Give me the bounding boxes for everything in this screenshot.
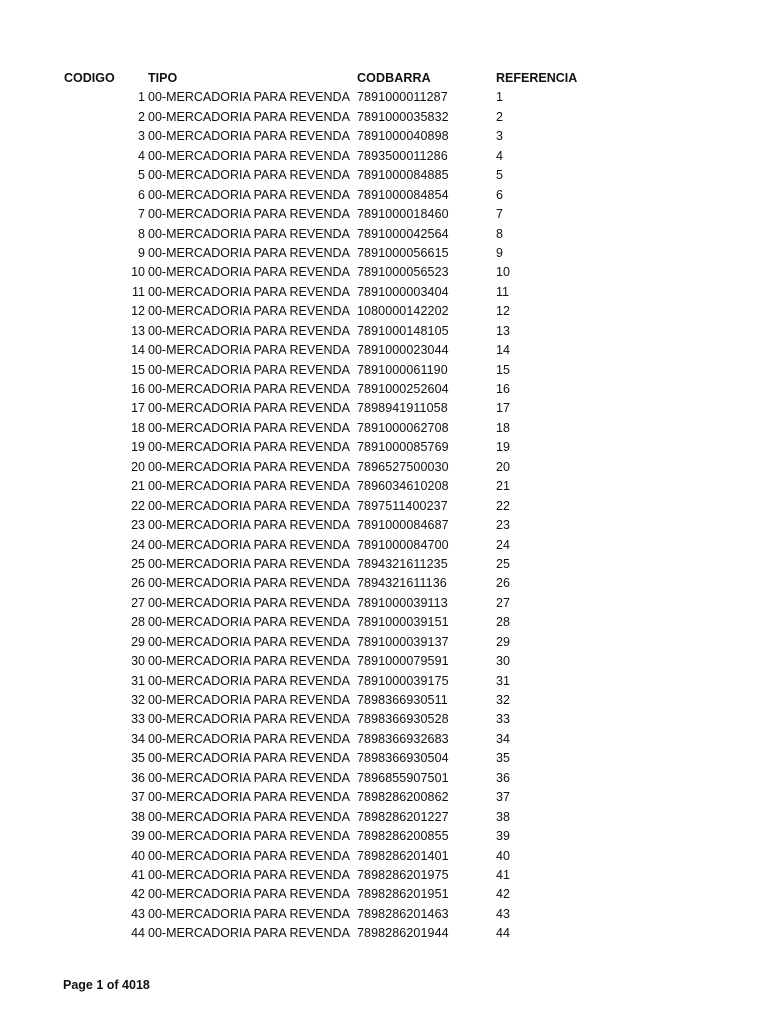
- cell-codbarra: 7891000061190: [357, 362, 448, 377]
- cell-codigo: 18: [131, 420, 145, 435]
- cell-referencia: 2: [496, 109, 503, 124]
- cell-tipo: 00-MERCADORIA PARA REVENDA: [148, 790, 350, 805]
- table-row: [64, 536, 684, 555]
- cell-referencia: 15: [496, 362, 510, 377]
- cell-referencia: 28: [496, 615, 510, 630]
- cell-tipo: 00-MERCADORIA PARA REVENDA: [148, 459, 350, 474]
- cell-codbarra: 7898366930504: [357, 751, 449, 766]
- table-row: [64, 263, 684, 282]
- cell-referencia: 31: [496, 673, 510, 688]
- table-row: [64, 808, 684, 827]
- cell-tipo: 00-MERCADORIA PARA REVENDA: [148, 109, 350, 124]
- cell-tipo: 00-MERCADORIA PARA REVENDA: [148, 693, 350, 707]
- table-row: [64, 380, 684, 399]
- cell-referencia: 22: [496, 498, 510, 513]
- cell-codbarra: 7891000003404: [357, 284, 449, 299]
- table-row: [64, 341, 684, 360]
- table-row: [64, 749, 684, 768]
- cell-referencia: 32: [496, 693, 510, 707]
- cell-referencia: 36: [496, 770, 510, 785]
- cell-codigo: 27: [131, 595, 145, 610]
- table-row: [64, 186, 684, 205]
- cell-codigo: 12: [131, 304, 145, 319]
- cell-tipo: 00-MERCADORIA PARA REVENDA: [148, 440, 350, 455]
- cell-codigo: 11: [132, 284, 145, 299]
- cell-codigo: 28: [131, 615, 145, 630]
- cell-tipo: 00-MERCADORIA PARA REVENDA: [148, 829, 350, 844]
- cell-tipo: 00-MERCADORIA PARA REVENDA: [148, 537, 350, 552]
- cell-referencia: 11: [496, 284, 509, 299]
- cell-tipo: 00-MERCADORIA PARA REVENDA: [148, 906, 350, 921]
- header-tipo: TIPO: [148, 71, 178, 85]
- cell-referencia: 7: [496, 207, 503, 222]
- cell-referencia: 39: [496, 829, 510, 844]
- table-row: [64, 302, 684, 321]
- cell-codbarra: 1080000142202: [357, 304, 449, 319]
- table-row: [64, 458, 684, 477]
- cell-referencia: 20: [496, 459, 510, 474]
- cell-codbarra: 7893500011286: [357, 148, 448, 163]
- table-row: [64, 497, 684, 516]
- table-row: [64, 730, 684, 749]
- table-row: [64, 924, 684, 943]
- product-table: [64, 69, 684, 944]
- cell-referencia: 13: [496, 323, 510, 338]
- table-row: [64, 361, 684, 380]
- cell-tipo: 00-MERCADORIA PARA REVENDA: [148, 615, 350, 630]
- cell-codigo: 41: [131, 867, 145, 882]
- table-row: [64, 613, 684, 632]
- cell-tipo: 00-MERCADORIA PARA REVENDA: [148, 187, 350, 202]
- cell-tipo: 00-MERCADORIA PARA REVENDA: [148, 362, 350, 377]
- cell-referencia: 3: [496, 129, 503, 144]
- cell-referencia: 37: [496, 790, 510, 805]
- cell-codbarra: 7891000011287: [357, 90, 448, 105]
- cell-codigo: 7: [138, 207, 145, 222]
- table-row: [64, 477, 684, 496]
- table-row: [64, 633, 684, 652]
- cell-tipo: 00-MERCADORIA PARA REVENDA: [148, 90, 350, 105]
- table-row: [64, 438, 684, 457]
- cell-referencia: 9: [496, 245, 503, 260]
- cell-tipo: 00-MERCADORIA PARA REVENDA: [148, 343, 350, 358]
- cell-codigo: 15: [131, 362, 145, 377]
- cell-codigo: 23: [131, 518, 145, 533]
- table-row: [64, 108, 684, 127]
- cell-codigo: 22: [131, 498, 145, 513]
- cell-codbarra: 7898286200862: [357, 790, 449, 805]
- cell-tipo: 00-MERCADORIA PARA REVENDA: [148, 634, 350, 649]
- table-row: [64, 827, 684, 846]
- cell-codigo: 39: [131, 829, 145, 844]
- cell-codbarra: 7898286201463: [357, 906, 449, 921]
- cell-referencia: 8: [496, 226, 503, 241]
- cell-codbarra: 7894321611136: [357, 576, 447, 591]
- cell-codigo: 13: [131, 323, 145, 338]
- cell-codigo: 8: [138, 226, 145, 241]
- table-row: [64, 769, 684, 788]
- cell-referencia: 24: [496, 537, 510, 552]
- cell-codigo: 2: [138, 109, 145, 124]
- cell-codigo: 21: [131, 479, 145, 494]
- cell-codbarra: 7896527500030: [357, 459, 449, 474]
- page-number: Page 1 of 4018: [63, 978, 150, 992]
- cell-tipo: 00-MERCADORIA PARA REVENDA: [148, 595, 350, 610]
- cell-tipo: 00-MERCADORIA PARA REVENDA: [148, 245, 350, 260]
- cell-referencia: 40: [496, 848, 510, 863]
- cell-referencia: 34: [496, 731, 510, 746]
- header-codigo: CODIGO: [64, 71, 115, 85]
- cell-tipo: 00-MERCADORIA PARA REVENDA: [148, 848, 350, 863]
- cell-codbarra: 7898941911058: [357, 401, 448, 416]
- cell-codbarra: 7891000023044: [357, 343, 449, 358]
- cell-codbarra: 7891000056615: [357, 245, 449, 260]
- cell-codigo: 10: [131, 265, 145, 280]
- cell-codigo: 24: [131, 537, 145, 552]
- cell-tipo: 00-MERCADORIA PARA REVENDA: [148, 731, 350, 746]
- cell-codbarra: 7891000039151: [357, 615, 449, 630]
- cell-codbarra: 7891000084854: [357, 187, 449, 202]
- cell-referencia: 25: [496, 556, 510, 571]
- cell-referencia: 12: [496, 304, 510, 319]
- cell-codbarra: 7898366932683: [357, 731, 449, 746]
- table-row: [64, 788, 684, 807]
- cell-codbarra: 7891000039175: [357, 673, 449, 688]
- cell-tipo: 00-MERCADORIA PARA REVENDA: [148, 168, 350, 183]
- cell-codigo: 6: [138, 187, 145, 202]
- cell-codigo: 42: [131, 887, 145, 902]
- cell-codigo: 1: [138, 90, 145, 105]
- table-row: [64, 399, 684, 418]
- cell-referencia: 10: [496, 265, 510, 280]
- cell-referencia: 38: [496, 809, 510, 824]
- cell-codbarra: 7891000079591: [357, 654, 449, 669]
- cell-referencia: 30: [496, 654, 510, 669]
- cell-codbarra: 7891000042564: [357, 226, 449, 241]
- cell-codbarra: 7891000085769: [357, 440, 449, 455]
- cell-codbarra: 7897511400237: [357, 498, 448, 513]
- table-row: [64, 574, 684, 593]
- cell-codbarra: 7894321611235: [357, 556, 448, 571]
- cell-codbarra: 7898286201975: [357, 867, 449, 882]
- cell-referencia: 27: [496, 595, 510, 610]
- cell-codigo: 31: [131, 673, 145, 688]
- cell-codigo: 43: [131, 906, 145, 921]
- cell-tipo: 00-MERCADORIA PARA REVENDA: [148, 382, 350, 396]
- cell-tipo: 00-MERCADORIA PARA REVENDA: [148, 809, 350, 824]
- table-row: [64, 652, 684, 671]
- cell-referencia: 43: [496, 906, 510, 921]
- cell-codigo: 16: [131, 382, 145, 396]
- cell-referencia: 23: [496, 518, 510, 533]
- cell-referencia: 1: [496, 90, 503, 105]
- cell-tipo: 00-MERCADORIA PARA REVENDA: [148, 926, 350, 941]
- cell-tipo: 00-MERCADORIA PARA REVENDA: [148, 518, 350, 533]
- cell-codigo: 34: [131, 731, 145, 746]
- cell-codbarra: 7891000056523: [357, 265, 449, 280]
- cell-referencia: 41: [496, 867, 510, 882]
- cell-referencia: 33: [496, 712, 510, 727]
- cell-codbarra: 7891000018460: [357, 207, 449, 222]
- table-row: [64, 88, 684, 107]
- cell-codigo: 36: [131, 770, 145, 785]
- cell-codbarra: 7898286201401: [357, 848, 449, 863]
- cell-codbarra: 7898286200855: [357, 829, 449, 844]
- cell-codigo: 14: [131, 343, 145, 358]
- cell-tipo: 00-MERCADORIA PARA REVENDA: [148, 556, 350, 571]
- cell-codbarra: 7896034610208: [357, 479, 449, 494]
- table-row: [64, 866, 684, 885]
- cell-codbarra: 7896855907501: [357, 770, 449, 785]
- cell-tipo: 00-MERCADORIA PARA REVENDA: [148, 770, 350, 785]
- table-row: [64, 555, 684, 574]
- table-row: [64, 847, 684, 866]
- cell-codbarra: 7891000039137: [357, 634, 449, 649]
- cell-codigo: 32: [131, 693, 145, 707]
- header-referencia: REFERENCIA: [496, 71, 578, 85]
- cell-referencia: 18: [496, 420, 510, 435]
- cell-codbarra: 7898286201227: [357, 809, 449, 824]
- table-row: [64, 283, 684, 302]
- cell-codbarra: 7891000084700: [357, 537, 449, 552]
- cell-codigo: 38: [131, 809, 145, 824]
- table-row: [64, 905, 684, 924]
- table-row: [64, 516, 684, 535]
- cell-referencia: 35: [496, 751, 510, 766]
- cell-tipo: 00-MERCADORIA PARA REVENDA: [148, 673, 350, 688]
- cell-tipo: 00-MERCADORIA PARA REVENDA: [148, 576, 350, 591]
- table-row: [64, 205, 684, 224]
- cell-codigo: 5: [138, 168, 145, 183]
- table-header-row: [64, 69, 684, 88]
- table-row: [64, 710, 684, 729]
- cell-referencia: 21: [496, 479, 510, 494]
- cell-codigo: 20: [131, 459, 145, 474]
- table-row: [64, 885, 684, 904]
- cell-codigo: 40: [131, 848, 145, 863]
- cell-tipo: 00-MERCADORIA PARA REVENDA: [148, 498, 350, 513]
- cell-codigo: 33: [131, 712, 145, 727]
- cell-tipo: 00-MERCADORIA PARA REVENDA: [148, 129, 350, 144]
- cell-codbarra: 7898286201951: [357, 887, 449, 902]
- cell-codigo: 17: [131, 401, 145, 416]
- cell-tipo: 00-MERCADORIA PARA REVENDA: [148, 712, 350, 727]
- cell-codigo: 26: [131, 576, 145, 591]
- cell-tipo: 00-MERCADORIA PARA REVENDA: [148, 751, 350, 766]
- cell-codigo: 29: [131, 634, 145, 649]
- cell-tipo: 00-MERCADORIA PARA REVENDA: [148, 867, 350, 882]
- cell-codbarra: 7891000252604: [357, 382, 449, 396]
- header-codbarra: CODBARRA: [357, 71, 431, 85]
- cell-referencia: 16: [496, 382, 510, 396]
- cell-referencia: 19: [496, 440, 510, 455]
- cell-codbarra: 7891000035832: [357, 109, 449, 124]
- cell-codigo: 44: [131, 926, 145, 941]
- cell-tipo: 00-MERCADORIA PARA REVENDA: [148, 148, 350, 163]
- table-row: [64, 672, 684, 691]
- cell-tipo: 00-MERCADORIA PARA REVENDA: [148, 420, 350, 435]
- table-row: [64, 127, 684, 146]
- cell-referencia: 44: [496, 926, 510, 941]
- cell-referencia: 42: [496, 887, 510, 902]
- cell-tipo: 00-MERCADORIA PARA REVENDA: [148, 284, 350, 299]
- cell-codigo: 30: [131, 654, 145, 669]
- cell-referencia: 4: [496, 148, 503, 163]
- cell-codigo: 3: [138, 129, 145, 144]
- table-row: [64, 419, 684, 438]
- cell-tipo: 00-MERCADORIA PARA REVENDA: [148, 654, 350, 669]
- cell-codbarra: 7891000039113: [357, 595, 448, 610]
- cell-referencia: 5: [496, 168, 503, 183]
- cell-tipo: 00-MERCADORIA PARA REVENDA: [148, 207, 350, 222]
- cell-referencia: 14: [496, 343, 510, 358]
- cell-tipo: 00-MERCADORIA PARA REVENDA: [148, 304, 350, 319]
- table-row: [64, 244, 684, 263]
- cell-codigo: 9: [138, 245, 145, 260]
- cell-tipo: 00-MERCADORIA PARA REVENDA: [148, 323, 350, 338]
- cell-codbarra: 7891000148105: [357, 323, 449, 338]
- cell-tipo: 00-MERCADORIA PARA REVENDA: [148, 401, 350, 416]
- cell-codbarra: 7898366930528: [357, 712, 449, 727]
- table-row: [64, 147, 684, 166]
- cell-codbarra: 7891000040898: [357, 129, 449, 144]
- table-row: [64, 691, 684, 710]
- cell-codbarra: 7898366930511: [357, 693, 448, 707]
- cell-referencia: 26: [496, 576, 510, 591]
- cell-codbarra: 7898286201944: [357, 926, 449, 941]
- cell-codigo: 4: [138, 148, 145, 163]
- cell-codbarra: 7891000084687: [357, 518, 449, 533]
- cell-codigo: 35: [131, 751, 145, 766]
- cell-referencia: 6: [496, 187, 503, 202]
- cell-tipo: 00-MERCADORIA PARA REVENDA: [148, 887, 350, 902]
- table-row: [64, 322, 684, 341]
- cell-referencia: 17: [496, 401, 510, 416]
- cell-tipo: 00-MERCADORIA PARA REVENDA: [148, 265, 350, 280]
- table-row: [64, 225, 684, 244]
- cell-codigo: 37: [131, 790, 145, 805]
- cell-codbarra: 7891000084885: [357, 168, 449, 183]
- cell-tipo: 00-MERCADORIA PARA REVENDA: [148, 479, 350, 494]
- cell-codbarra: 7891000062708: [357, 420, 449, 435]
- cell-codigo: 19: [131, 440, 145, 455]
- table-row: [64, 594, 684, 613]
- cell-referencia: 29: [496, 634, 510, 649]
- cell-codigo: 25: [131, 556, 145, 571]
- cell-tipo: 00-MERCADORIA PARA REVENDA: [148, 226, 350, 241]
- table-row: [64, 166, 684, 185]
